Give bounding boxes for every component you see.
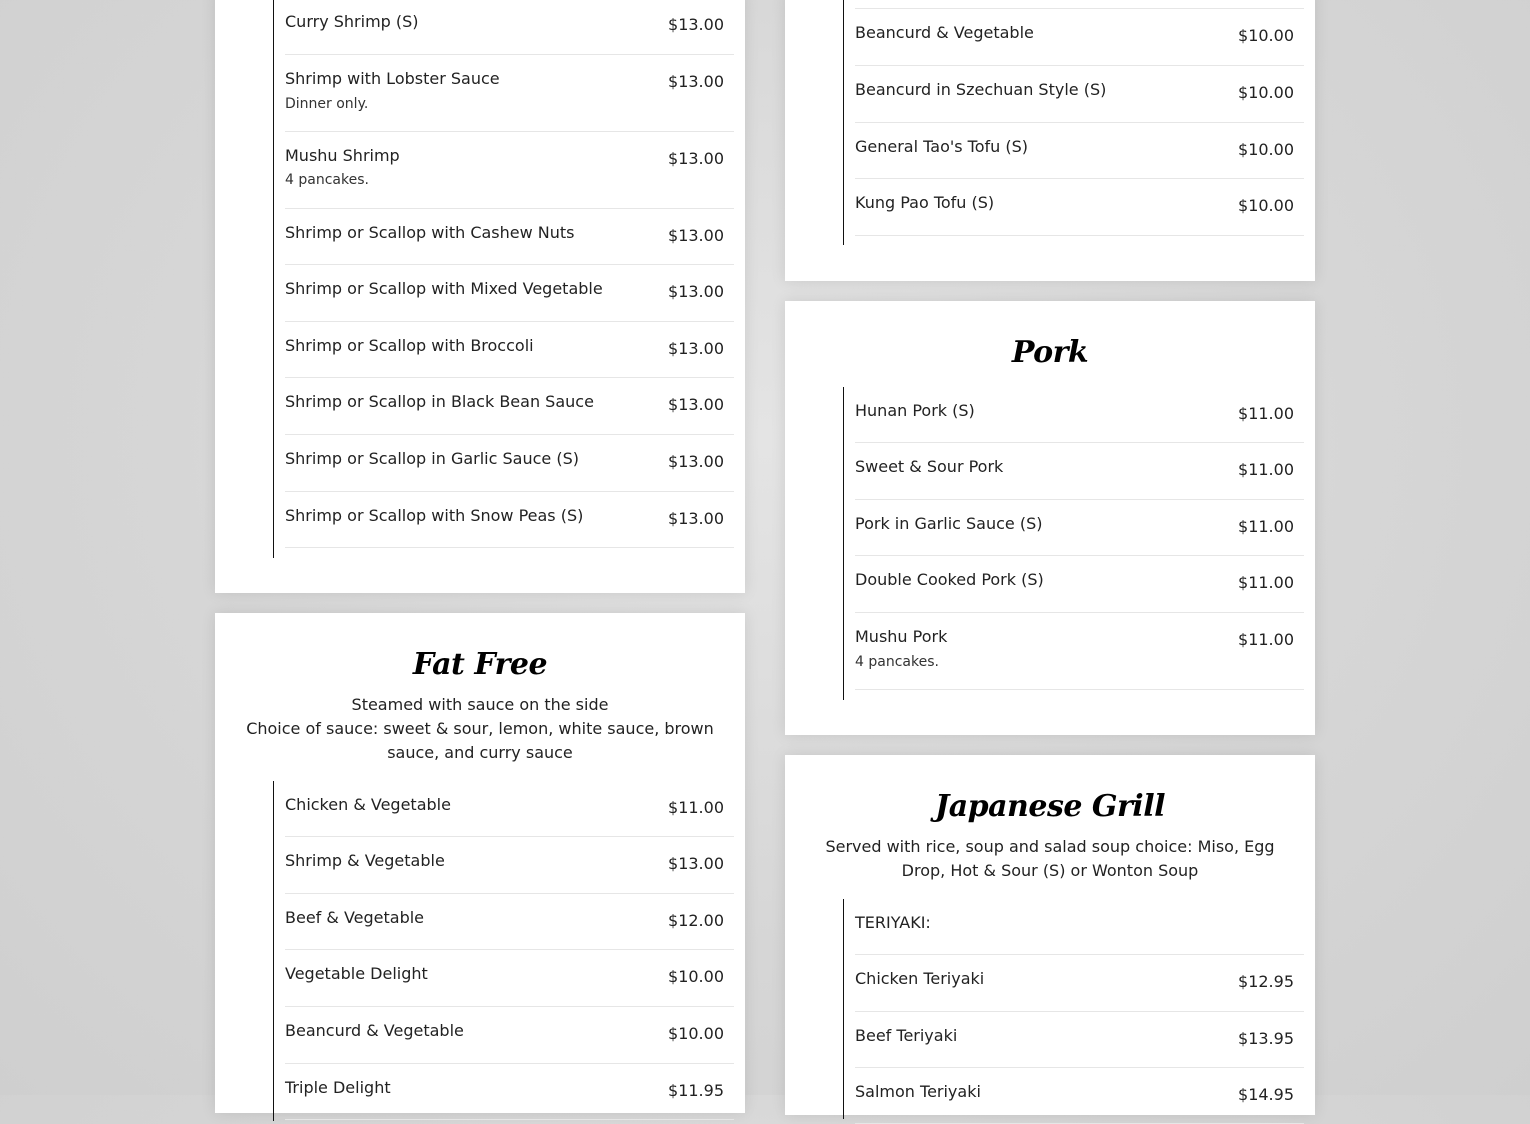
pork-menu-card — [785, 301, 1315, 735]
item-name: Shrimp with Lobster Sauce — [285, 69, 500, 88]
pork-items — [843, 387, 1303, 700]
menu-item — [285, 378, 734, 435]
item-price: $13.00 — [668, 282, 724, 301]
item-price: $13.00 — [668, 15, 724, 34]
item-price: $10.00 — [1238, 196, 1294, 215]
item-note: Dinner only. — [285, 96, 369, 112]
item-name: Salmon Teriyaki — [855, 1082, 981, 1101]
item-name: Vegetable Delight — [285, 964, 428, 983]
item-name: Beancurd & Vegetable — [855, 23, 1034, 42]
item-price: $13.00 — [668, 226, 724, 245]
menu-item — [285, 435, 734, 492]
menu-item — [285, 322, 734, 378]
item-price: $10.00 — [1238, 26, 1294, 45]
item-name: Curry Shrimp (S) — [285, 12, 419, 31]
menu-item — [285, 837, 734, 894]
item-name: Shrimp or Scallop with Cashew Nuts — [285, 223, 575, 242]
menu-item — [855, 387, 1304, 443]
item-name: Mushu Pork — [855, 627, 948, 646]
menu-item — [855, 0, 1304, 9]
item-name: Chicken & Vegetable — [285, 795, 451, 814]
item-name: Shrimp or Scallop with Broccoli — [285, 336, 534, 355]
item-price: $13.00 — [668, 72, 724, 91]
item-price: $11.00 — [1238, 517, 1294, 536]
tofu-items — [843, 0, 1303, 245]
item-price: $11.00 — [1238, 573, 1294, 592]
item-note: 4 pancakes. — [285, 172, 369, 188]
menu-item — [855, 955, 1304, 1012]
item-price: $12.00 — [668, 911, 724, 930]
item-name: Shrimp or Scallop with Snow Peas (S) — [285, 506, 584, 525]
item-price: $13.00 — [668, 395, 724, 414]
item-name: Double Cooked Pork (S) — [855, 570, 1044, 589]
japanese-grill-menu-card — [785, 755, 1315, 1115]
item-name: Beef Teriyaki — [855, 1026, 958, 1045]
menu-item — [285, 209, 734, 265]
item-name: Kung Pao Tofu (S) — [855, 193, 995, 212]
item-name: Chicken Teriyaki — [855, 969, 985, 988]
tofu-menu-card — [785, 0, 1315, 281]
item-name: TERIYAKI: — [855, 913, 931, 932]
item-name: Shrimp or Scallop in Black Bean Sauce — [285, 392, 594, 411]
menu-item — [285, 950, 734, 1007]
item-price: $12.95 — [1238, 972, 1294, 991]
menu-item — [855, 9, 1304, 66]
item-price: $11.95 — [668, 1081, 724, 1100]
item-name: Shrimp or Scallop in Garlic Sauce (S) — [285, 449, 579, 468]
menu-item — [285, 265, 734, 322]
menu-item — [285, 55, 734, 132]
description-line: Choice of sauce: sweet & sour, lemon, white sauce, brown sauce, and curry sauce — [246, 719, 714, 762]
item-name: Shrimp or Scallop with Mixed Vegetable — [285, 279, 603, 298]
menu-item — [855, 613, 1304, 690]
item-price: $13.00 — [668, 854, 724, 873]
item-price: $11.00 — [1238, 404, 1294, 423]
item-price: $11.00 — [1238, 630, 1294, 649]
item-price: $10.00 — [668, 1024, 724, 1043]
item-price: $13.95 — [1238, 1029, 1294, 1048]
item-price: $13.00 — [668, 339, 724, 358]
menu-item — [285, 781, 734, 837]
item-name: Triple Delight — [285, 1078, 391, 1097]
menu-item — [285, 0, 734, 55]
menu-item — [285, 894, 734, 950]
item-name: General Tao's Tofu (S) — [855, 137, 1029, 156]
menu-item — [285, 1064, 734, 1120]
menu-item — [855, 899, 1304, 955]
fat-free-menu-card — [215, 613, 745, 1113]
item-name: Beef & Vegetable — [285, 908, 425, 927]
seafood-menu-card — [215, 0, 745, 593]
menu-item — [855, 66, 1304, 123]
item-name: Shrimp & Vegetable — [285, 851, 445, 870]
item-name: Sweet & Sour Pork — [855, 457, 1004, 476]
item-price: $13.00 — [668, 452, 724, 471]
menu-item — [855, 556, 1304, 613]
item-name: Hunan Pork (S) — [855, 401, 975, 420]
item-price: $13.00 — [668, 509, 724, 528]
japanese-grill-items — [843, 899, 1303, 1119]
menu-item — [855, 179, 1304, 236]
item-price: $11.00 — [668, 798, 724, 817]
item-note: 4 pancakes. — [855, 654, 939, 670]
fat-free-items — [273, 781, 733, 1121]
menu-item — [285, 492, 734, 548]
menu-item — [285, 1007, 734, 1064]
item-name: Mushu Shrimp — [285, 146, 400, 165]
menu-item — [855, 443, 1304, 500]
menu-item — [855, 1068, 1304, 1124]
item-price: $10.00 — [668, 967, 724, 986]
item-price: $11.00 — [1238, 460, 1294, 479]
item-name: Pork in Garlic Sauce (S) — [855, 514, 1043, 533]
section-description — [245, 693, 715, 765]
seafood-items — [273, 0, 733, 558]
item-name: Beancurd & Vegetable — [285, 1021, 464, 1040]
menu-item — [285, 132, 734, 209]
menu-item — [855, 1012, 1304, 1068]
description-line: Steamed with sauce on the side — [351, 695, 609, 714]
section-description: Served with rice, soup and salad soup choice: Miso, Egg Drop, Hot & Sour (S) or Wonton Soup — [825, 837, 1275, 880]
item-price: $10.00 — [1238, 83, 1294, 102]
item-price: $14.95 — [1238, 1085, 1294, 1104]
item-price: $13.00 — [668, 149, 724, 168]
item-name: Beancurd in Szechuan Style (S) — [855, 80, 1107, 99]
section-title: Japanese Grill — [935, 789, 1165, 824]
menu-item — [855, 500, 1304, 556]
section-title: Fat Free — [412, 647, 548, 682]
section-title: Pork — [1011, 335, 1089, 370]
item-price: $10.00 — [1238, 140, 1294, 159]
menu-item — [855, 123, 1304, 179]
